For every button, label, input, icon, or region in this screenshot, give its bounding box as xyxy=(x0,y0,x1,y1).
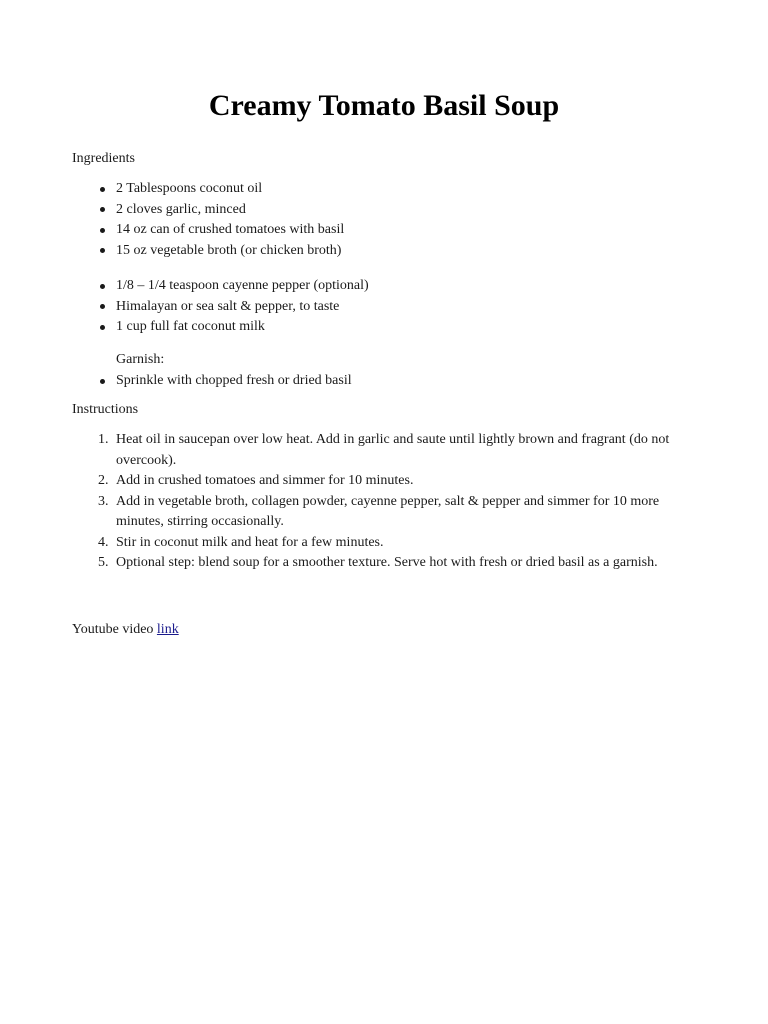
ingredients-list-2 xyxy=(116,276,696,338)
ingredient-item: 15 oz vegetable broth (or chicken broth) xyxy=(116,241,696,262)
step-number: 1. xyxy=(98,432,109,447)
garnish-item: Sprinkle with chopped fresh or dried basil xyxy=(116,371,696,392)
step-text: Add in vegetable broth, collagen powder, cayenne pepper, salt & pepper and simmer for 10 more minutes, stirring occasionally. xyxy=(116,493,660,529)
step-number: 3. xyxy=(98,493,109,509)
instruction-step xyxy=(98,533,696,554)
ingredient-item: 1/8 – 1/4 teaspoon cayenne pepper (optional) xyxy=(116,276,696,297)
step-text: Heat oil in saucepan over low heat. Add in garlic and saute until lightly brown and fragrant (do not overcook). xyxy=(116,432,670,468)
ingredient-item: 1 cup full fat coconut milk xyxy=(116,317,696,338)
instruction-step xyxy=(98,492,696,533)
step-text: Stir in coconut milk and heat for a few minutes. xyxy=(116,534,384,550)
ingredient-item: 14 oz can of crushed tomatoes with basil xyxy=(116,220,696,241)
instructions-list xyxy=(98,430,696,574)
footer-prefix: Youtube video xyxy=(72,622,157,637)
instruction-step xyxy=(98,471,696,492)
garnish-label: Garnish: xyxy=(116,352,165,367)
instruction-step xyxy=(98,553,696,574)
instructions-heading: Instructions xyxy=(72,402,139,417)
step-number: 4. xyxy=(98,534,109,550)
ingredient-item: 2 Tablespoons coconut oil xyxy=(116,179,696,200)
garnish-list xyxy=(116,371,696,392)
ingredients-list-1 xyxy=(116,179,696,261)
youtube-footer xyxy=(72,620,179,640)
youtube-link[interactable]: link xyxy=(156,622,179,637)
ingredients-heading: Ingredients xyxy=(72,151,135,166)
step-number: 2. xyxy=(98,473,109,488)
step-text: Optional step: blend soup for a smoother texture. Serve hot with fresh or dried basil as a garnish. xyxy=(116,555,658,570)
ingredient-item: Himalayan or sea salt & pepper, to taste xyxy=(116,297,696,318)
page-title: Creamy Tomato Basil Soup xyxy=(208,89,560,122)
instruction-step xyxy=(98,430,696,471)
step-number: 5. xyxy=(98,555,109,570)
step-text: Add in crushed tomatoes and simmer for 10 minutes. xyxy=(116,473,414,488)
ingredient-item: 2 cloves garlic, minced xyxy=(116,200,696,221)
